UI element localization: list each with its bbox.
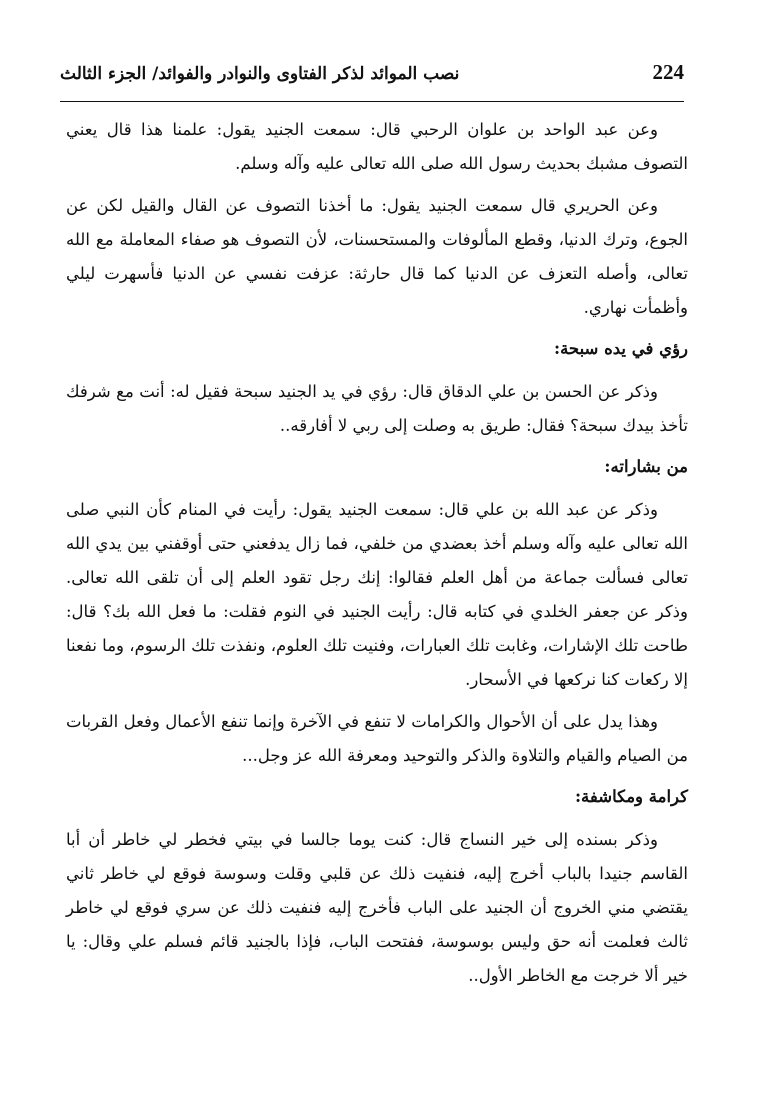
paragraph-5: وهذا يدل على أن الأحوال والكرامات لا تنفع في الآخرة وإنما تنفع الأعمال وفعل القربات من الصيام والقيام والتلاوة والذكر والتوحيد ومعرفة الله عز وجل... (66, 712, 688, 765)
paragraph-4: وذكر عن عبد الله بن علي قال: سمعت الجنيد يقول: رأيت في المنام كأن النبي صلى الله تعالى عليه وآله وسلم أخذ بعضدي من خلفي، فما زال يدفعني حتى أوقفني بين يدي الله تعالى فسألت جماعة من أهل العلم فقالوا: إنك رجل تقود العلم إلى أن تلقى الله تعالى. وذكر عن جعفر الخلدي في كتابه قال: رأيت الجنيد في النوم فقلت: ما فعل الله بك؟ قال: طاحت تلك الإشارات، وغابت تلك العبارات، وفنيت تلك العلوم، ونفذت تلك الرسوم، وما نفعنا إلا ركعات كنا نركعها في الأسحار. (66, 500, 688, 689)
page-body (66, 113, 688, 1001)
header-divider (60, 101, 684, 102)
running-title: نصب الموائد لذكر الفتاوى والنوادر والفوائد/ الجزء الثالث (60, 64, 460, 84)
paragraph-2: وعن الحريري قال سمعت الجنيد يقول: ما أخذنا التصوف عن القال والقيل لكن عن الجوع، وترك الدنيا، وقطع المألوفات والمستحسنات، لأن التصوف هو صفاء المعاملة مع الله تعالى، وأصله التعزف عن الدنيا كما قال حارثة: عزفت نفسي عن الدنيا فأسهرت ليلي وأظمأت نهاري. (66, 196, 688, 317)
paragraph-1: وعن عبد الواحد بن علوان الرحبي قال: سمعت الجنيد يقول: علمنا هذا قال يعني التصوف مشبك بحديث رسول الله صلى الله تعالى عليه وآله وسلم. (66, 120, 688, 173)
section-heading-rosary: رؤي في يده سبحة: (553, 339, 688, 358)
section-heading-miracle: كرامة ومكاشفة: (574, 787, 688, 806)
page-header (60, 58, 684, 98)
paragraph-6: وذكر بسنده إلى خير النساج قال: كنت يوما جالسا في بيتي فخطر لي خاطر أن أبا القاسم جنيدا بالباب أخرج إليه، فنفيت ذلك عن قلبي وقلت وسوسة فوقع لي خاطر ثاني يقتضي مني الخروج أن الجنيد على الباب فأخرج إليه فنفيت ذلك عن سري فوقع لي خاطر ثالث فعلمت أنه حق وليس بوسوسة، ففتحت الباب، فإذا بالجنيد قائم فسلم علي وقال: يا خير ألا خرجت مع الخاطر الأول.. (66, 830, 688, 985)
page-number: 224 (652, 60, 684, 84)
paragraph-3: وذكر عن الحسن بن علي الدقاق قال: رؤي في يد الجنيد سبحة فقيل له: أنت مع شرفك تأخذ بيدك سبحة؟ فقال: طريق به وصلت إلى ربي لا أفارقه.. (66, 382, 688, 435)
section-heading-glad-tidings: من بشاراته: (604, 457, 688, 476)
